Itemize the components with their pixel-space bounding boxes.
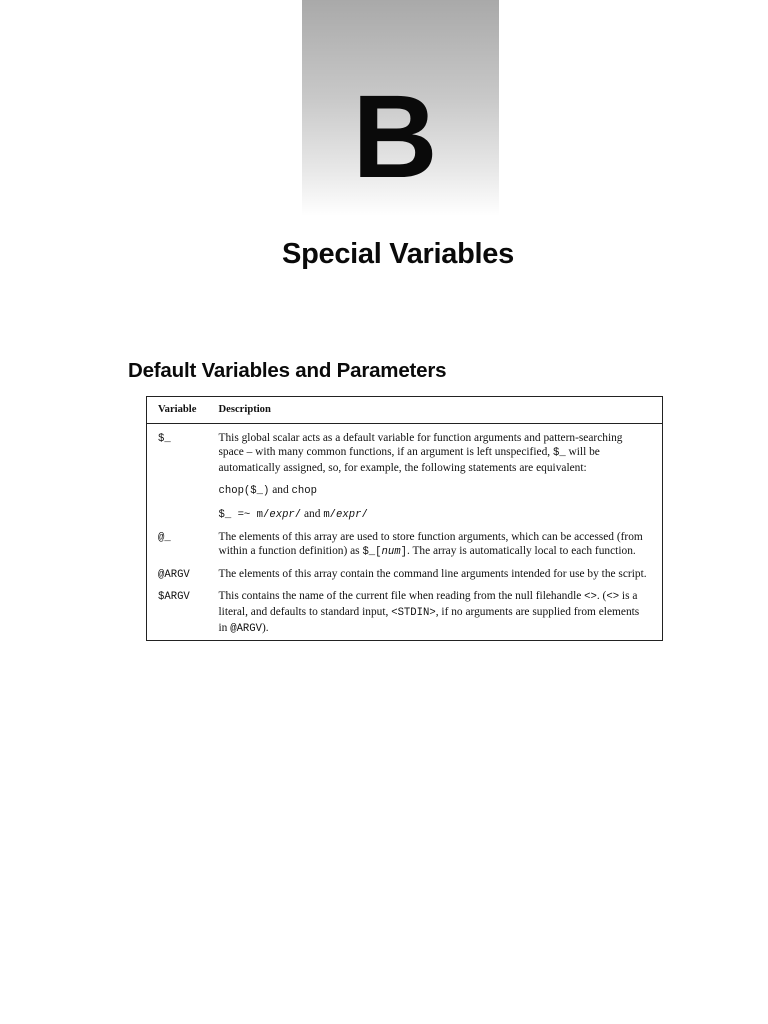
variables-table [146,396,663,641]
inline-code: $_[num] [362,546,407,559]
inline-code: m/expr/ [323,508,368,521]
inline-code: <> [584,591,597,604]
code-example: chop($_) and chop [218,484,317,498]
inline-code: <> [606,591,620,604]
column-header-variable: Variable [147,397,219,424]
table-row [147,423,663,522]
column-header-description: Description [219,397,663,424]
table-row [147,523,663,560]
description-text: This global scalar acts as a default variable for function arguments and pattern-searching space – with many common functions, if an argument is left unspecified, $_ will be automatically assigned, so, for example, the following statements are equivalent: [218,431,623,474]
inline-code: $_ [552,447,566,460]
description-text: This contains the name of the current file when reading from the null filehandle <>. (<> is a literal, and defaults to standard input, <STDIN>, if no arguments are supplied from elements in @ARGV). [218,590,640,635]
table-row [147,582,663,640]
description-text: The elements of this array are used to store function arguments, which can be accessed (from within a function definition) as $_[num]. The array is automatically local to each function. [218,530,643,559]
description-text: The elements of this array contain the command line arguments intended for use by the script. [218,567,647,580]
variable-name: @ARGV [158,568,190,581]
variable-name: $ARGV [158,591,190,604]
chapter-letter: B [352,71,436,203]
table-header-row [147,397,663,424]
inline-code: $_ =~ m/expr/ [218,508,302,521]
inline-code: chop($_) [218,485,270,498]
inline-code: chop [291,485,317,498]
table-row [147,560,663,583]
code-example: $_ =~ m/expr/ and m/expr/ [218,507,368,521]
inline-code: <STDIN> [391,606,436,619]
variable-name: $_ [158,432,171,445]
variable-name: @_ [158,531,171,544]
inline-code: @ARGV [230,622,263,635]
chapter-title: Special Variables [282,238,514,270]
section-heading: Default Variables and Parameters [128,359,447,382]
